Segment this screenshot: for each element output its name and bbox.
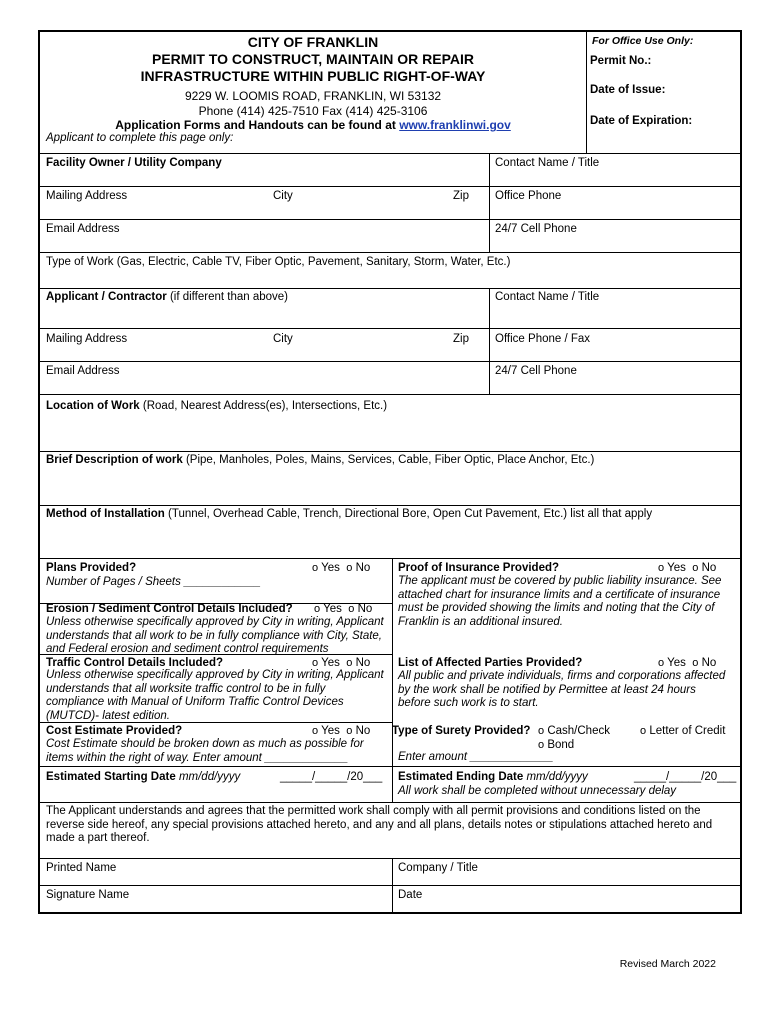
yes-label: Yes <box>321 657 340 669</box>
office-use-heading: For Office Use Only: <box>592 35 694 47</box>
location-bold: Location of Work <box>46 400 140 412</box>
cash-check-label: Cash/Check <box>547 725 610 737</box>
permit-form <box>38 30 742 914</box>
plans-provided-label: Plans Provided? <box>46 562 137 574</box>
radio-icon[interactable]: o <box>314 603 321 615</box>
company-title-label: Company / Title <box>398 862 478 874</box>
cost-estimate-sub: Cost Estimate should be broken down as much as possible for items within the right of way. Enter amount _____________ <box>46 738 364 764</box>
description-bold: Brief Description of work <box>46 454 183 466</box>
column-divider <box>392 558 393 802</box>
method-of-installation-label <box>46 507 652 521</box>
erosion-control-label: Erosion / Sediment Control Details Included? <box>46 603 293 615</box>
start-date-format: mm/dd/yyyy <box>178 771 241 783</box>
applicant-mailing-address-label: Mailing Address <box>46 333 128 345</box>
cost-yes-no[interactable] <box>312 724 370 738</box>
yes-label: Yes <box>667 562 686 574</box>
website-link[interactable]: www.franklinwi.gov <box>399 118 511 132</box>
signature-name-label: Signature Name <box>46 889 130 901</box>
proof-of-insurance-sub: The applicant must be covered by public liability insurance. See attached chart for insurance limits and a certificate of insurance must be provided showing the limits and noting that the City of Franklin is an additional insured. <box>398 575 722 628</box>
bond-label: Bond <box>547 739 575 751</box>
column-divider <box>392 858 393 914</box>
start-date-label <box>46 770 240 784</box>
applicant-contractor-label <box>46 290 288 304</box>
yes-label: Yes <box>321 562 340 574</box>
agreement-text: The Applicant understands and agrees that the permitted work shall comply with all permit provisions and conditions listed on the reverse side hereof, any special provisions attached hereto, and any and all plans, details notes or stipulations attached hereto and made a part thereof. <box>46 805 713 844</box>
date-of-expiration-label: Date of Expiration: <box>590 115 693 127</box>
yes-label: Yes <box>323 603 342 615</box>
no-label: No <box>355 725 371 737</box>
forms-note-text: Application Forms and Handouts can be found at <box>115 118 400 132</box>
traffic-control-sub: Unless otherwise specifically approved by City in writing, Applicant understands that all worksite traffic control to be in fully compliance with Manual of Uniform Traffic Control Devices (MUTCD)- latest edition. <box>46 669 384 722</box>
rule <box>40 558 740 559</box>
type-of-work-label: Type of Work (Gas, Electric, Cable TV, Fiber Optic, Pavement, Sanitary, Storm, Water, Etc.) <box>46 256 511 268</box>
permit-title-line1: PERMIT TO CONSTRUCT, MAINTAIN OR REPAIR <box>152 51 474 67</box>
rule <box>40 361 740 362</box>
radio-icon[interactable]: o <box>692 562 699 574</box>
owner-zip-label: Zip <box>453 190 469 202</box>
applicant-cell-label: 24/7 Cell Phone <box>495 365 577 377</box>
owner-cell-label: 24/7 Cell Phone <box>495 223 577 235</box>
rule <box>40 766 740 767</box>
date-of-issue-label: Date of Issue: <box>590 84 666 96</box>
rule <box>40 153 740 154</box>
letter-of-credit-label: Letter of Credit <box>649 725 726 737</box>
rule <box>40 858 740 859</box>
printed-name-label: Printed Name <box>46 862 117 874</box>
office-box-divider <box>586 32 587 153</box>
owner-mailing-address-label: Mailing Address <box>46 190 128 202</box>
radio-icon[interactable]: o <box>538 725 545 737</box>
affected-parties-sub: All public and private individuals, firms and corporations affected by the work shall be notified by Permittee at least 24 hours before such work is to start. <box>398 670 726 709</box>
radio-icon[interactable]: o <box>658 657 665 669</box>
erosion-yes-no[interactable] <box>314 602 372 616</box>
no-label: No <box>701 562 717 574</box>
radio-icon[interactable]: o <box>348 603 355 615</box>
rule <box>40 451 740 452</box>
revision-note: Revised March 2022 <box>619 958 716 970</box>
no-label: No <box>355 562 371 574</box>
surety-type-label: Type of Surety Provided? <box>392 725 531 737</box>
date-label: Date <box>398 889 423 901</box>
rule <box>40 505 740 506</box>
plans-yes-no[interactable] <box>312 561 370 575</box>
radio-icon[interactable]: o <box>346 725 353 737</box>
yes-label: Yes <box>321 725 340 737</box>
radio-icon[interactable]: o <box>538 739 545 751</box>
end-date-label <box>398 770 588 784</box>
rule <box>40 252 740 253</box>
applicant-note: Applicant to complete this page only: <box>46 132 234 144</box>
no-label: No <box>355 657 371 669</box>
owner-contact-name-label: Contact Name / Title <box>495 157 600 169</box>
applicant-contractor-bold: Applicant / Contractor <box>46 291 167 303</box>
permit-title-line2: INFRASTRUCTURE WITHIN PUBLIC RIGHT-OF-WAY <box>140 68 486 84</box>
rule <box>40 885 740 886</box>
owner-office-phone-label: Office Phone <box>495 190 562 202</box>
radio-icon[interactable]: o <box>346 562 353 574</box>
permit-no-label: Permit No.: <box>590 55 652 67</box>
no-label: No <box>357 603 373 615</box>
plans-sub-label: Number of Pages / Sheets ____________ <box>46 576 261 588</box>
location-rest: (Road, Nearest Address(es), Intersections, Etc.) <box>139 400 388 412</box>
start-date-bold: Estimated Starting Date <box>46 771 176 783</box>
rule <box>40 328 740 329</box>
end-date-blank[interactable]: _____/_____/20___ <box>634 771 737 783</box>
rule <box>40 288 740 289</box>
end-date-format: mm/dd/yyyy <box>526 771 588 783</box>
affected-parties-label: List of Affected Parties Provided? <box>398 657 583 669</box>
end-date-bold: Estimated Ending Date <box>398 771 524 783</box>
applicant-contractor-rest: (if different than above) <box>166 291 289 303</box>
description-of-work-label <box>46 453 594 467</box>
office-phone-fax: Phone (414) 425-7510 Fax (414) 425-3106 <box>198 104 428 118</box>
applicant-zip-label: Zip <box>453 333 469 345</box>
traffic-yes-no[interactable] <box>312 656 370 670</box>
rule <box>40 394 740 395</box>
rule <box>40 219 740 220</box>
radio-icon[interactable]: o <box>312 657 319 669</box>
cost-estimate-label: Cost Estimate Provided? <box>46 725 183 737</box>
form-header <box>40 32 586 133</box>
applicant-city-label: City <box>273 333 293 345</box>
surety-letter-option[interactable] <box>640 724 725 738</box>
radio-icon[interactable]: o <box>312 562 319 574</box>
erosion-control-sub: Unless otherwise specifically approved by City in writing, Applicant understands that all work to be in fully compliance with City, State, and Federal erosion and sediment control requirements <box>46 616 384 655</box>
owner-email-label: Email Address <box>46 223 120 235</box>
traffic-control-label: Traffic Control Details Included? <box>46 657 223 669</box>
applicant-office-phone-fax-label: Office Phone / Fax <box>495 333 591 345</box>
surety-cash-option[interactable] <box>538 724 610 738</box>
method-rest: (Tunnel, Overhead Cable, Trench, Directional Bore, Open Cut Pavement, Etc.) list all that apply <box>164 508 653 520</box>
radio-icon[interactable]: o <box>640 725 647 737</box>
surety-amount-label: Enter amount _____________ <box>398 751 554 763</box>
applicant-contact-name-label: Contact Name / Title <box>495 291 600 303</box>
no-label: No <box>701 657 717 669</box>
description-rest: (Pipe, Manholes, Poles, Mains, Services, Cable, Fiber Optic, Place Anchor, Etc.) <box>182 454 595 466</box>
parties-yes-no[interactable] <box>658 656 716 670</box>
proof-of-insurance-label: Proof of Insurance Provided? <box>398 562 560 574</box>
location-of-work-label <box>46 399 387 413</box>
end-date-note: All work shall be completed without unnecessary delay <box>398 785 677 797</box>
start-date-blank[interactable]: _____/_____/20___ <box>280 771 383 783</box>
radio-icon[interactable]: o <box>346 657 353 669</box>
column-divider <box>489 153 490 252</box>
office-address: 9229 W. LOOMIS ROAD, FRANKLIN, WI 53132 <box>184 89 442 103</box>
rule <box>40 802 740 803</box>
radio-icon[interactable]: o <box>658 562 665 574</box>
column-divider <box>489 288 490 394</box>
yes-label: Yes <box>667 657 686 669</box>
method-bold: Method of Installation <box>46 508 165 520</box>
city-title: CITY OF FRANKLIN <box>247 34 379 50</box>
rule <box>40 186 740 187</box>
owner-city-label: City <box>273 190 293 202</box>
radio-icon[interactable]: o <box>692 657 699 669</box>
radio-icon[interactable]: o <box>312 725 319 737</box>
insurance-yes-no[interactable] <box>658 561 716 575</box>
applicant-email-label: Email Address <box>46 365 120 377</box>
facility-owner-label: Facility Owner / Utility Company <box>46 157 222 169</box>
